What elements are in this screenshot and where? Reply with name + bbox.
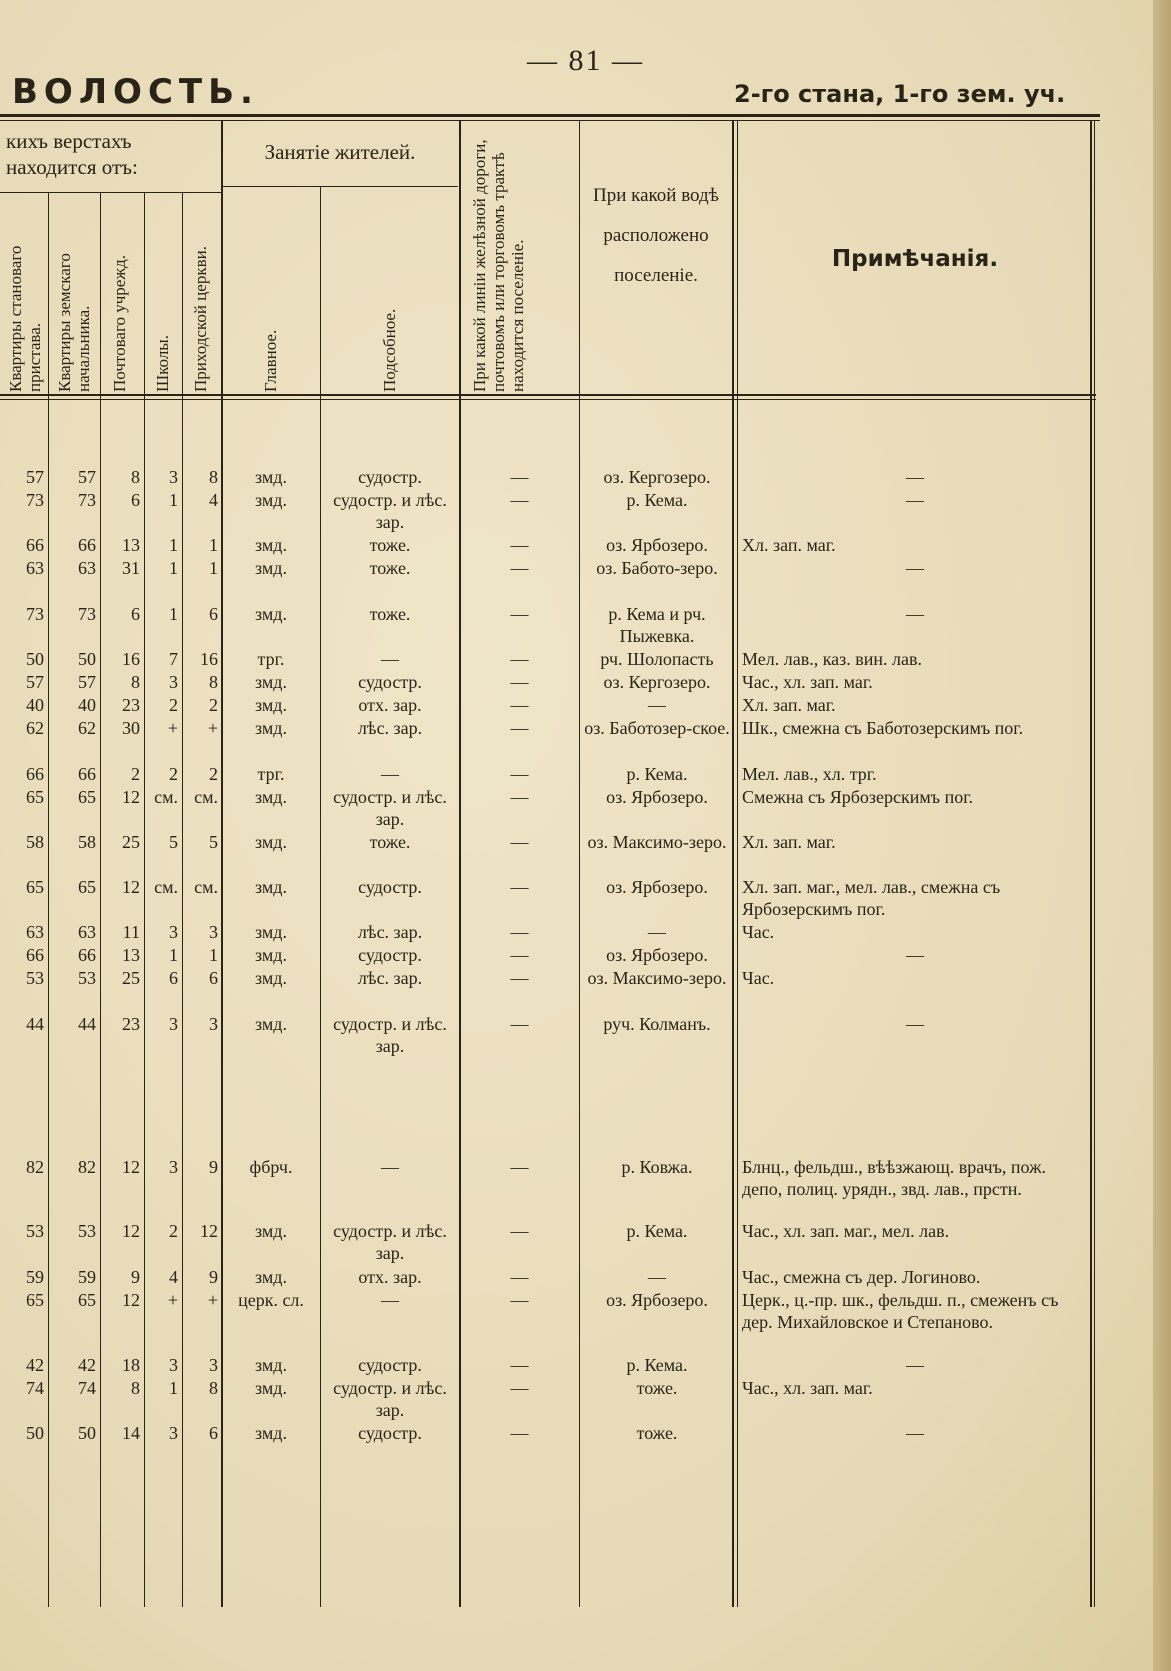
col-header-school: Школы. (153, 335, 172, 392)
road: — (510, 695, 529, 715)
col-rule (100, 192, 101, 1607)
dist-stanovoy: 50 (26, 1423, 44, 1443)
occupation-main: змд. (255, 945, 287, 965)
note: — (906, 604, 924, 624)
dist-post: 13 (122, 535, 140, 555)
note: Мел. лав., каз. вин. лав. (742, 649, 923, 669)
road: — (510, 672, 529, 692)
dist-stanovoy: 40 (26, 695, 44, 715)
dist-post: 30 (122, 718, 140, 738)
dist-zemsky: 73 (78, 604, 96, 624)
dist-stanovoy: 42 (26, 1355, 44, 1375)
dist-zemsky: 82 (78, 1157, 96, 1177)
note: — (906, 1355, 924, 1375)
note: Час., хл. зап. маг. (742, 672, 873, 692)
occupation-secondary: — (381, 764, 399, 784)
dist-post: 8 (131, 1378, 140, 1398)
dist-school: 3 (169, 1423, 178, 1443)
dist-zemsky: 58 (78, 832, 96, 852)
road: — (510, 945, 529, 965)
occupation-secondary: — (381, 1157, 399, 1177)
road: — (510, 535, 529, 555)
dist-zemsky: 53 (78, 1221, 96, 1241)
dist-school: 3 (169, 1157, 178, 1177)
occupation-main: змд. (255, 1267, 287, 1287)
road: — (510, 490, 529, 510)
dist-stanovoy: 74 (26, 1378, 44, 1398)
note: Блнц., фельдш., вѣѣзжающ. врачъ, пож. депо, полиц. урядн., звд. лав., прстн. (742, 1157, 1047, 1199)
dist-stanovoy: 57 (26, 672, 44, 692)
col-header-post: Почтоваго учрежд. (110, 255, 129, 392)
occupation-main: змд. (255, 832, 287, 852)
occupation-main: змд. (255, 718, 287, 738)
occupation-main: змд. (255, 877, 287, 897)
road: — (510, 922, 529, 942)
dist-stanovoy: 63 (26, 558, 44, 578)
dist-zemsky: 66 (78, 535, 96, 555)
page-heading-right: 2-го стана, 1-го зем. уч. (734, 80, 1066, 108)
occupation-main: змд. (255, 604, 287, 624)
dist-stanovoy: 53 (26, 968, 44, 988)
dist-school: 6 (169, 968, 178, 988)
dist-post: 18 (122, 1355, 140, 1375)
road: — (510, 877, 529, 897)
occupation-main: церк. сл. (238, 1290, 304, 1310)
dist-school: 4 (169, 1267, 178, 1287)
dist-stanovoy: 53 (26, 1221, 44, 1241)
dist-zemsky: 65 (78, 787, 96, 807)
water-body: тоже. (636, 1378, 678, 1398)
occupation-main: змд. (255, 922, 287, 942)
note: Час., хл. зап. маг., мел. лав. (742, 1221, 950, 1241)
water-body: оз. Ярбозеро. (606, 787, 708, 807)
dist-school: 1 (169, 535, 178, 555)
occupation-secondary: тоже. (369, 535, 411, 555)
dist-school: 5 (169, 832, 178, 852)
col-rule (579, 120, 580, 1607)
water-body: оз. Ярбозеро. (606, 535, 708, 555)
occupation-secondary: лѣс. зар. (357, 968, 423, 988)
dist-church: 2 (209, 764, 218, 784)
water-body: оз. Максимо-зеро. (587, 968, 727, 988)
occupation-main: змд. (255, 672, 287, 692)
dist-post: 25 (122, 968, 140, 988)
note: — (906, 558, 924, 578)
dist-stanovoy: 63 (26, 922, 44, 942)
water-body: оз. Ярбозеро. (606, 1290, 708, 1310)
note: Хл. зап. маг. (742, 695, 836, 715)
dist-church: 1 (209, 535, 218, 555)
water-body: — (648, 695, 666, 715)
dist-school: 1 (169, 945, 178, 965)
dist-post: 14 (122, 1423, 140, 1443)
occupation-main: змд. (255, 467, 287, 487)
dist-church: 8 (209, 467, 218, 487)
dist-zemsky: 65 (78, 877, 96, 897)
dist-church: 4 (209, 490, 218, 510)
col-header-zemsky: Квартиры земскаго начальника. (55, 253, 93, 392)
road: — (510, 968, 529, 988)
dist-stanovoy: 65 (26, 787, 44, 807)
occupation-secondary: отх. зар. (358, 1267, 422, 1287)
dist-post: 2 (131, 764, 140, 784)
col-header-road: При какой линіи желѣзной дороги, почтовомъ или торговомъ трактѣ находится поселеніе. (470, 139, 527, 392)
dist-zemsky: 57 (78, 672, 96, 692)
dist-stanovoy: 73 (26, 490, 44, 510)
dist-zemsky: 53 (78, 968, 96, 988)
dist-post: 6 (131, 490, 140, 510)
water-body: оз. Кергозеро. (603, 672, 711, 692)
dist-zemsky: 63 (78, 922, 96, 942)
dist-post: 16 (122, 649, 140, 669)
dist-church: см. (194, 787, 218, 807)
occupation-secondary: судостр. и лѣс. зар. (333, 1014, 447, 1056)
dist-school: 1 (169, 490, 178, 510)
dist-school: 3 (169, 922, 178, 942)
occupation-main: трг. (257, 649, 285, 669)
dist-zemsky: 50 (78, 649, 96, 669)
note: — (906, 490, 924, 510)
occupation-secondary: лѣс. зар. (357, 922, 423, 942)
dist-church: 8 (209, 1378, 218, 1398)
note: Церк., ц.-пр. шк., фельдш. п., смеженъ съ дер. Михайловское и Степаново. (742, 1290, 1059, 1332)
road: — (510, 832, 529, 852)
dist-post: 9 (131, 1267, 140, 1287)
occupation-header: Занятіе жителей. (264, 140, 416, 164)
dist-church: 6 (209, 1423, 218, 1443)
dist-zemsky: 50 (78, 1423, 96, 1443)
dist-zemsky: 74 (78, 1378, 96, 1398)
page-number: — 81 — (527, 44, 644, 77)
col-header-secondary: Подсобное. (380, 308, 399, 392)
dist-stanovoy: 59 (26, 1267, 44, 1287)
dist-zemsky: 73 (78, 490, 96, 510)
dist-stanovoy: 82 (26, 1157, 44, 1177)
occupation-secondary: судостр. (358, 467, 422, 487)
road: — (510, 1014, 529, 1034)
dist-post: 23 (122, 1014, 140, 1034)
note: — (906, 1423, 924, 1443)
dist-church: 8 (209, 672, 218, 692)
col-rule (1090, 120, 1092, 1607)
occupation-secondary: судостр. (358, 877, 422, 897)
note: Хл. зап. маг. (742, 832, 836, 852)
col-rule (737, 120, 738, 1607)
road: — (510, 1355, 529, 1375)
dist-school: 1 (169, 604, 178, 624)
col-rule (182, 192, 183, 1607)
road: — (510, 1423, 529, 1443)
occupation-secondary: судостр. и лѣс. зар. (333, 1378, 447, 1420)
top-rule-thin (0, 120, 1100, 121)
dist-church: 1 (209, 945, 218, 965)
dist-post: 31 (122, 558, 140, 578)
dist-stanovoy: 50 (26, 649, 44, 669)
col-rule (221, 120, 223, 1607)
dist-post: 12 (122, 1290, 140, 1310)
note: — (906, 467, 924, 487)
water-body: оз. Ярбозеро. (606, 945, 708, 965)
note: Час., смежна съ дер. Логиново. (742, 1267, 981, 1287)
occupation-secondary: тоже. (369, 558, 411, 578)
note: Мел. лав., хл. трг. (742, 764, 877, 784)
occupation-main: змд. (255, 787, 287, 807)
header-rule-thin (0, 399, 1096, 400)
road: — (510, 467, 529, 487)
col-rule (144, 192, 145, 1607)
note: Час. (742, 922, 775, 942)
dist-church: 16 (200, 649, 218, 669)
water-body: р. Кема. (626, 490, 688, 510)
dist-post: 6 (131, 604, 140, 624)
col-rule (459, 120, 461, 1607)
road: — (510, 1290, 529, 1310)
water-body: р. Кема и рч. Пыжевка. (608, 604, 706, 646)
water-body: руч. Колманъ. (603, 1014, 711, 1034)
col-header-water: При какой водѣ расположено поселеніе. (593, 185, 719, 286)
dist-church: 3 (209, 1014, 218, 1034)
dist-stanovoy: 58 (26, 832, 44, 852)
col-header-notes: Примѣчанія. (831, 246, 999, 272)
col-header-main: Главное. (261, 329, 280, 392)
occupation-secondary: — (381, 1290, 399, 1310)
top-rule (0, 114, 1100, 117)
col-rule (1094, 120, 1095, 1607)
dist-stanovoy: 66 (26, 945, 44, 965)
dist-stanovoy: 65 (26, 1290, 44, 1310)
road: — (510, 604, 529, 624)
occupation-secondary: судостр. и лѣс. зар. (333, 787, 447, 829)
dist-school: 1 (169, 558, 178, 578)
dist-zemsky: 63 (78, 558, 96, 578)
dist-church: 12 (200, 1221, 218, 1241)
dist-church: 6 (209, 604, 218, 624)
water-body: оз. Максимо-зеро. (587, 832, 727, 852)
dist-school: 3 (169, 1355, 178, 1375)
dist-zemsky: 57 (78, 467, 96, 487)
dist-church: см. (194, 877, 218, 897)
dist-post: 12 (122, 877, 140, 897)
dist-school: 2 (169, 764, 178, 784)
col-header-stanovoy: Квартиры становаго пристава. (6, 245, 44, 392)
dist-school: 7 (169, 649, 178, 669)
water-body: оз. Кергозеро. (603, 467, 711, 487)
water-body: оз. Баботозер-ское. (584, 718, 730, 738)
road: — (510, 1267, 529, 1287)
dist-post: 11 (122, 922, 140, 942)
dist-post: 25 (122, 832, 140, 852)
dist-school: 2 (169, 1221, 178, 1241)
note: Смежна съ Ярбозерскимъ пог. (742, 787, 974, 807)
note: Хл. зап. маг. (742, 535, 836, 555)
road: — (510, 1378, 529, 1398)
road: — (510, 649, 529, 669)
note: Час. (742, 968, 775, 988)
page-edge (1153, 0, 1171, 1671)
distance-group-header: кихъ верстахъ находится отъ: (6, 129, 138, 179)
occupation-main: змд. (255, 695, 287, 715)
dist-zemsky: 42 (78, 1355, 96, 1375)
dist-post: 13 (122, 945, 140, 965)
dist-church: + (207, 718, 218, 738)
occupation-main: змд. (255, 490, 287, 510)
dist-post: 23 (122, 695, 140, 715)
dist-stanovoy: 65 (26, 877, 44, 897)
occupation-main: змд. (255, 1378, 287, 1398)
note: — (906, 1014, 924, 1034)
road: — (510, 718, 529, 738)
dist-school: 3 (169, 672, 178, 692)
col-rule (320, 186, 321, 1607)
dist-zemsky: 62 (78, 718, 96, 738)
road: — (510, 558, 529, 578)
occupation-secondary: судостр. (358, 672, 422, 692)
dist-stanovoy: 44 (26, 1014, 44, 1034)
dist-church: 3 (209, 922, 218, 942)
water-body: — (648, 922, 666, 942)
occupation-secondary: судостр. (358, 945, 422, 965)
occupation-main: змд. (255, 968, 287, 988)
water-body: рч. Шолопасть (600, 649, 714, 669)
water-body: р. Кема. (626, 764, 688, 784)
dist-post: 12 (122, 1221, 140, 1241)
dist-church: + (207, 1290, 218, 1310)
occupation-secondary: судостр. и лѣс. зар. (333, 490, 447, 532)
col-header-church: Приходской церкви. (191, 246, 210, 392)
dist-school: см. (154, 787, 178, 807)
water-body: р. Кема. (626, 1221, 688, 1241)
dist-school: + (167, 1290, 178, 1310)
road: — (510, 1157, 529, 1177)
dist-church: 3 (209, 1355, 218, 1375)
dist-school: 1 (169, 1378, 178, 1398)
water-body: оз. Бабото-зеро. (596, 558, 718, 578)
occupation-main: змд. (255, 535, 287, 555)
note: Шк., смежна съ Баботозерскимъ пог. (742, 718, 1024, 738)
occupation-main: змд. (255, 558, 287, 578)
occupation-main: фбрч. (249, 1157, 293, 1177)
occupation-secondary: судостр. (358, 1355, 422, 1375)
dist-post: 8 (131, 672, 140, 692)
dist-post: 12 (122, 1157, 140, 1177)
col-rule (48, 192, 49, 1607)
distance-subrule (0, 192, 222, 193)
occupation-main: змд. (255, 1014, 287, 1034)
dist-zemsky: 66 (78, 945, 96, 965)
dist-stanovoy: 66 (26, 764, 44, 784)
occupation-secondary: тоже. (369, 832, 411, 852)
dist-church: 6 (209, 968, 218, 988)
occupation-secondary: отх. зар. (358, 695, 422, 715)
dist-church: 9 (209, 1267, 218, 1287)
dist-zemsky: 44 (78, 1014, 96, 1034)
road: — (510, 787, 529, 807)
occupation-secondary: судостр. (358, 1423, 422, 1443)
dist-stanovoy: 66 (26, 535, 44, 555)
occupation-main: змд. (255, 1423, 287, 1443)
dist-school: 3 (169, 467, 178, 487)
water-body: оз. Ярбозеро. (606, 877, 708, 897)
dist-post: 8 (131, 467, 140, 487)
dist-school: 2 (169, 695, 178, 715)
dist-post: 12 (122, 787, 140, 807)
page-heading-left: ВОЛОСТЬ. (12, 72, 259, 112)
dist-zemsky: 59 (78, 1267, 96, 1287)
dist-church: 5 (209, 832, 218, 852)
dist-school: 3 (169, 1014, 178, 1034)
dist-church: 2 (209, 695, 218, 715)
occupation-main: трг. (257, 764, 285, 784)
dist-stanovoy: 73 (26, 604, 44, 624)
note: Хл. зап. маг., мел. лав., смежна съ Ярбозерскимъ пог. (742, 877, 1001, 919)
dist-stanovoy: 57 (26, 467, 44, 487)
water-body: — (648, 1267, 666, 1287)
col-rule (732, 120, 734, 1607)
occupation-main: змд. (255, 1221, 287, 1241)
dist-zemsky: 40 (78, 695, 96, 715)
header-rule (0, 394, 1096, 396)
occupation-subrule (222, 186, 458, 187)
water-body: тоже. (636, 1423, 678, 1443)
water-body: р. Кема. (626, 1355, 688, 1375)
note: — (906, 945, 924, 965)
dist-church: 1 (209, 558, 218, 578)
road: — (510, 1221, 529, 1241)
dist-church: 9 (209, 1157, 218, 1177)
water-body: р. Ковжа. (621, 1157, 693, 1177)
dist-school: см. (154, 877, 178, 897)
dist-school: + (167, 718, 178, 738)
occupation-secondary: тоже. (369, 604, 411, 624)
occupation-secondary: судостр. и лѣс. зар. (333, 1221, 447, 1263)
road: — (510, 764, 529, 784)
occupation-main: змд. (255, 1355, 287, 1375)
note: Час., хл. зап. маг. (742, 1378, 873, 1398)
dist-zemsky: 66 (78, 764, 96, 784)
dist-zemsky: 65 (78, 1290, 96, 1310)
occupation-secondary: лѣс. зар. (357, 718, 423, 738)
occupation-secondary: — (381, 649, 399, 669)
dist-stanovoy: 62 (26, 718, 44, 738)
